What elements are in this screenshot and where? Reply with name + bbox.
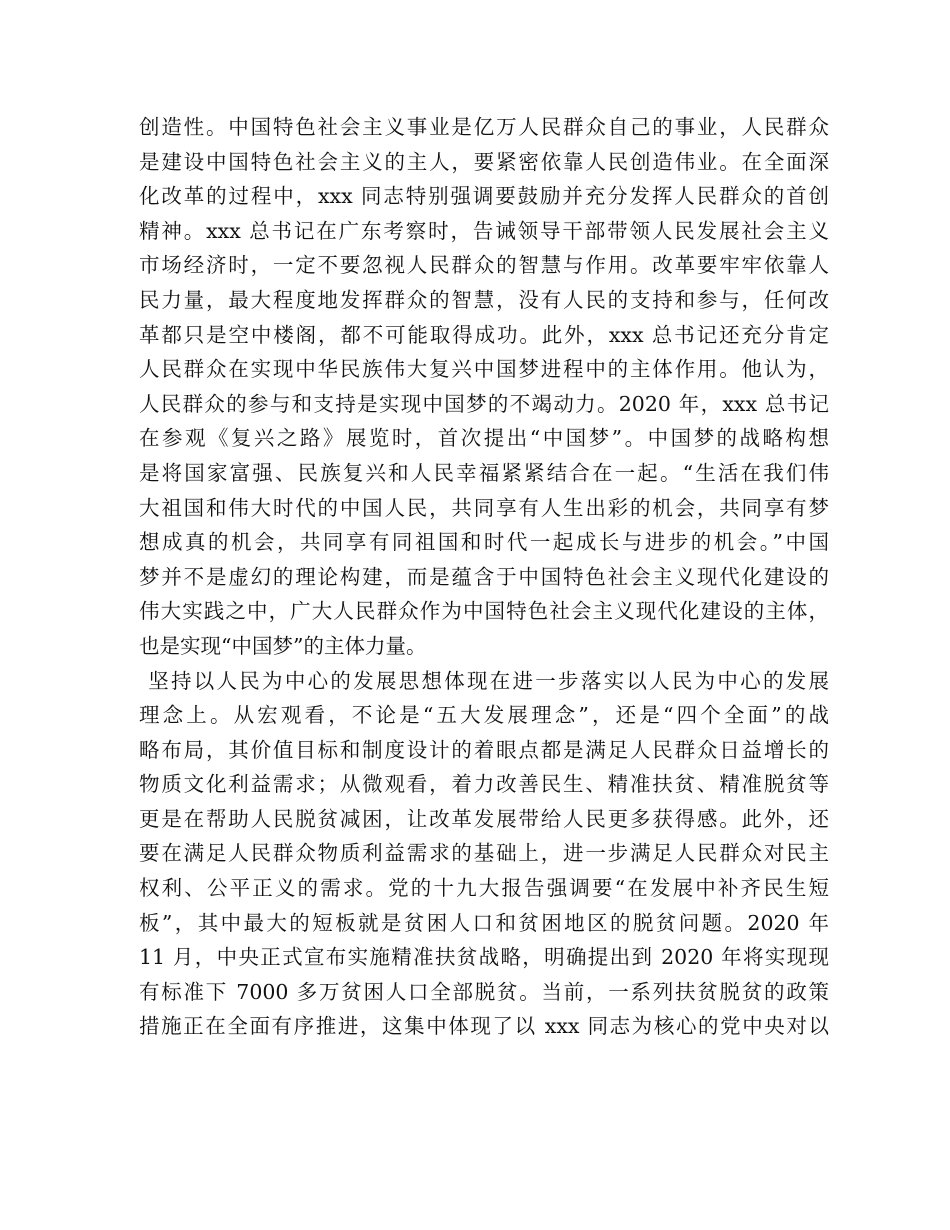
text-line: 有标准下 7000 多万贫困人口全部脱贫。当前，一系列扶贫脱贫的政策 — [139, 979, 829, 1004]
text-line: 板”，其中最大的短板就是贫困人口和贫困地区的脱贫问题。2020 年 — [139, 910, 829, 935]
text-line: 更是在帮助人民脱贫减困，让改革发展带给人民更多获得感。此外，还 — [139, 806, 829, 831]
text-line: 坚持以人民为中心的发展思想体现在进一步落实以人民为中心的发展 — [148, 668, 829, 693]
text-line: 理念上。从宏观看，不论是“五大发展理念”，还是“四个全面”的战 — [139, 703, 829, 728]
text-line: 大祖国和伟大时代的中国人民，共同享有人生出彩的机会，共同享有梦 — [139, 495, 829, 520]
text-line: 梦并不是虚幻的理论构建，而是蕴含于中国特色社会主义现代化建设的 — [139, 564, 829, 589]
text-line: 伟大实践之中，广大人民群众作为中国特色社会主义现代化建设的主体， — [139, 599, 829, 624]
text-line: 革都只是空中楼阁，都不可能取得成功。此外，xxx 总书记还充分肯定 — [139, 322, 829, 347]
text-line: 也是实现“中国梦”的主体力量。 — [139, 633, 427, 658]
text-line: 精神。xxx 总书记在广东考察时，告诫领导干部带领人民发展社会主义 — [139, 218, 829, 243]
text-line: 11 月，中央正式宣布实施精准扶贫战略，明确提出到 2020 年将实现现 — [139, 945, 829, 970]
text-line: 市场经济时，一定不要忽视人民群众的智慧与作用。改革要牢牢依靠人 — [139, 253, 829, 278]
text-line: 化改革的过程中，xxx 同志特别强调要鼓励并充分发挥人民群众的首创 — [139, 184, 829, 209]
paragraph-1 — [139, 110, 829, 664]
text-line: 权利、公平正义的需求。党的十九大报告强调要“在发展中补齐民生短 — [139, 876, 829, 901]
text-line: 是建设中国特色社会主义的主人，要紧密依靠人民创造伟业。在全面深 — [139, 149, 829, 174]
text-line: 措施正在全面有序推进，这集中体现了以 xxx 同志为核心的党中央对以 — [139, 1014, 829, 1039]
text-line: 是将国家富强、民族复兴和人民幸福紧紧结合在一起。“生活在我们伟 — [139, 460, 829, 485]
text-line: 创造性。中国特色社会主义事业是亿万人民群众自己的事业，人民群众 — [139, 115, 829, 139]
text-line: 略布局，其价值目标和制度设计的着眼点都是满足人民群众日益增长的 — [139, 737, 829, 762]
body-text — [139, 110, 829, 1044]
text-line: 要在满足人民群众物质利益需求的基础上，进一步满足人民群众对民主 — [139, 841, 829, 866]
text-line: 在参观《复兴之路》展览时，首次提出“中国梦”。中国梦的战略构想 — [139, 426, 829, 451]
text-line: 民力量，最大程度地发挥群众的智慧，没有人民的支持和参与，任何改 — [139, 287, 829, 312]
paragraph-2 — [139, 664, 829, 1045]
text-line: 想成真的机会，共同享有同祖国和时代一起成长与进步的机会。”中国 — [139, 530, 829, 555]
text-line: 人民群众的参与和支持是实现中国梦的不竭动力。2020 年，xxx 总书记 — [139, 391, 829, 416]
text-line: 物质文化利益需求；从微观看，着力改善民生、精准扶贫、精准脱贫等 — [139, 772, 829, 797]
text-line: 人民群众在实现中华民族伟大复兴中国梦进程中的主体作用。他认为， — [139, 357, 829, 382]
